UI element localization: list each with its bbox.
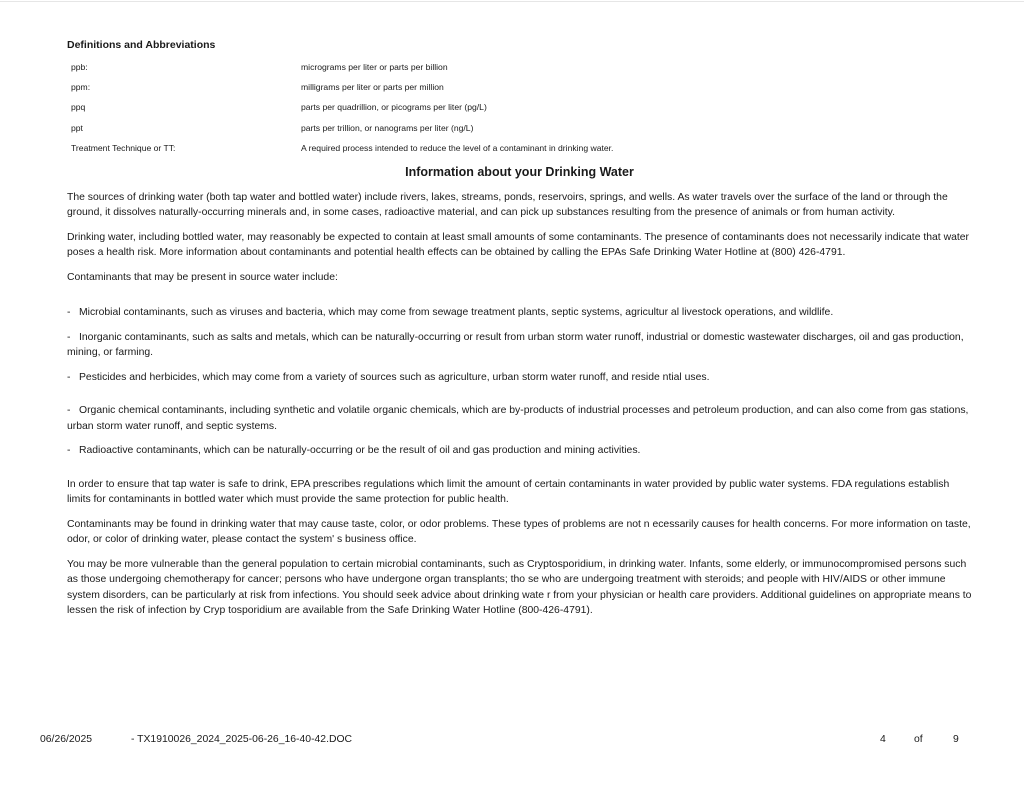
document-page (67, 38, 972, 628)
footer-filename: - TX1910026_2024_2025-06-26_16-40-42.DOC (131, 734, 353, 745)
definitions-table (71, 61, 976, 162)
definition-text: micrograms per liter or parts per billion (301, 62, 448, 72)
bullet-dash: - (67, 331, 71, 343)
page-footer (40, 732, 980, 748)
paragraph-contaminants-intro: Contaminants that may be present in source water include: (67, 271, 338, 283)
list-item-inorganic (67, 330, 972, 361)
list-item-organic (67, 403, 972, 434)
definition-text: milligrams per liter or parts per million (301, 82, 444, 93)
definition-term: ppq (71, 102, 86, 113)
definition-text: parts per quadrillion, or picograms per liter (pg/L) (301, 102, 487, 113)
paragraph-epa-regulations: In order to ensure that tap water is safe to drink, EPA prescribes regulations which limit the amount of certain contaminants in water provided by public water systems. FDA regulations establish limits for contaminants in bottled water which must provide the same protection for public health. (67, 478, 950, 506)
paragraph-sources: The sources of drinking water (both tap water and bottled water) include rivers, lakes, streams, ponds, reservoirs, springs, and wells. As water travels over the surface of the land or through the ground, it dissolves naturally-occurring minerals and, in some cases, radioactive material, and can pick up substances resulting from the presence of animals or from human activity. (67, 191, 948, 219)
definition-row (71, 122, 976, 142)
footer-date: 06/26/2025 (40, 734, 93, 745)
bullet-text: Radioactive contaminants, which can be naturally-occurring or be the result of oil and gas production and mining activities. (79, 445, 641, 457)
definition-term: ppm: (71, 82, 91, 93)
list-item-radioactive (67, 443, 972, 459)
definition-term: ppt (71, 122, 83, 133)
definition-row (71, 61, 976, 81)
footer-page-number: 4 (880, 734, 886, 745)
definition-term: ppb: (71, 62, 88, 72)
top-rule (0, 1, 1024, 2)
definitions-heading: Definitions and Abbreviations (67, 39, 216, 51)
bullet-dash: - (67, 405, 71, 417)
list-item-microbial (67, 305, 972, 321)
bullet-dash: - (67, 445, 71, 457)
definition-row (71, 81, 976, 101)
bullet-text: Pesticides and herbicides, which may come from a variety of sources such as agriculture, urban storm water runoff, and reside ntial uses. (79, 371, 710, 383)
bullet-dash: - (67, 307, 71, 319)
definition-row (71, 142, 976, 162)
paragraph-taste-odor: Contaminants may be found in drinking water that may cause taste, color, or odor problems. These types of problems are not n ecessarily causes for health concerns. For more information on taste, odor, or color of drinking water, please contact the system' s business office. (67, 518, 971, 546)
footer-of-label: of (914, 734, 923, 745)
paragraph-contaminants-expected: Drinking water, including bottled water, may reasonably be expected to contain at least small amounts of some contaminants. The presence of contaminants does not necessarily indicate that water poses a health risk. More information about contaminants and potential health effects can be obtained by calling the EPAs Safe Drinking Water Hotline at (800) 426-4791. (67, 231, 969, 259)
definition-row (71, 101, 976, 121)
footer-page-total: 9 (953, 734, 959, 745)
bullet-dash: - (67, 371, 71, 383)
definition-text: parts per trillion, or nanograms per liter (ng/L) (301, 122, 474, 133)
definition-text: A required process intended to reduce the level of a contaminant in drinking water. (301, 142, 614, 153)
bullet-text: Inorganic contaminants, such as salts and metals, which can be naturally-occurring or result from urban storm water runoff, industrial or domestic wastewater discharges, oil and gas production, mining, or farming. (67, 331, 964, 359)
bullet-text: Microbial contaminants, such as viruses and bacteria, which may come from sewage treatment plants, septic systems, agricultur al livestock operations, and wildlife. (79, 307, 834, 319)
definition-term: Treatment Technique or TT: (71, 142, 176, 153)
paragraph-vulnerable-populations: You may be more vulnerable than the general population to certain microbial contaminants, such as Cryptosporidium, in drinking water. Infants, some elderly, or immunocompromised persons such as those undergoing chemotherapy for cancer; persons who have undergone organ transplants; tho se who are undergoing treatment with steroids; and people with HIV/AIDS or other immune system disorders, can be particularly at risk from infections. You should seek advice about drinking wate r from your physician or health care providers. Additional guidelines on appropriate means to lessen the risk of infection by Cryp tosporidium are available from the Safe Drinking Water Hotline (800-426-4791). (67, 558, 972, 617)
bullet-text: Organic chemical contaminants, including synthetic and volatile organic chemicals, which are by-products of industrial processes and petroleum production, and can also come from gas stations, urban storm water runoff, and septic systems. (67, 405, 969, 432)
list-item-pesticides (67, 370, 972, 386)
section-title: Information about your Drinking Water (405, 164, 634, 179)
